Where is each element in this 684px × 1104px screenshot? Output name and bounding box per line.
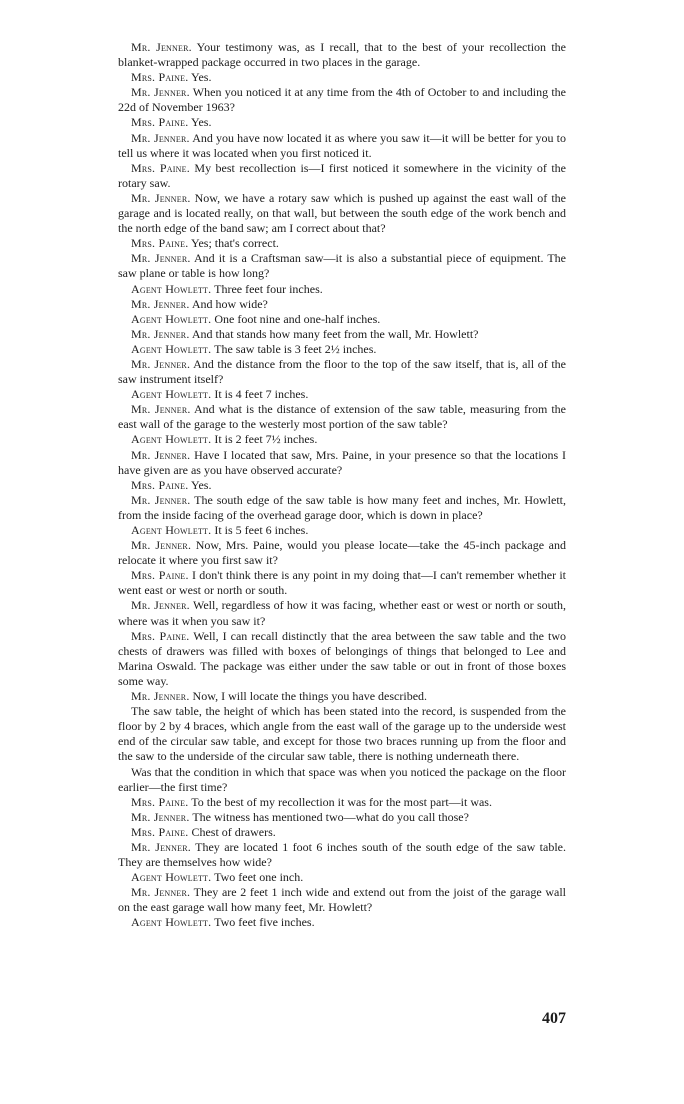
- speaker-name: Mr. Jenner.: [131, 885, 191, 900]
- statement-text: Have I located that saw, Mrs. Paine, in your presence so that the locations I have given are as you have observed accurate?: [118, 447, 567, 477]
- statement-text: Well, I can recall distinctly that the area between the saw table and the two chests of drawers was filled with boxes of belongings of things that belonged to Lee and Marina Oswald. The package was either under the saw table or out in front of those boxes some way.: [118, 628, 566, 688]
- paragraph: [118, 161, 566, 191]
- speaker-name: Mr. Jenner.: [131, 190, 191, 205]
- paragraph: [118, 282, 566, 297]
- speaker-name: Mr. Jenner.: [131, 492, 191, 507]
- statement-text: Chest of drawers.: [188, 824, 276, 839]
- speaker-name: Mrs. Paine.: [131, 794, 189, 809]
- statement-text: The south edge of the saw table is how many feet and inches, Mr. Howlett, from the inside facing of the overhead garage door, which is down in place?: [118, 492, 566, 522]
- statement-text: Now, Mrs. Paine, would you please locate—take the 45-inch package and relocate it where you first saw it?: [118, 538, 566, 568]
- statement-text: And you have now located it as where you saw it—it will be better for you to tell us where it was located when you first noticed it.: [118, 130, 566, 160]
- paragraph: [118, 795, 566, 810]
- statement-text: Now, we have a rotary saw which is pushed up against the east wall of the garage and is located really, on that wall, but between the south edge of the work bench and the north edge of the band saw; am I correct about that?: [118, 190, 566, 236]
- speaker-name: Mrs. Paine.: [131, 115, 189, 130]
- statement-text: One foot nine and one-half inches.: [211, 311, 381, 326]
- speaker-name: Agent Howlett.: [131, 341, 212, 356]
- paragraph: [118, 765, 566, 795]
- statement-text: To the best of my recollection it was for the most part—it was.: [188, 794, 492, 809]
- paragraph: [118, 387, 566, 402]
- statement-text: I don't think there is any point in my doing that—I can't remember whether it went east or west or north or south.: [118, 568, 566, 598]
- speaker-name: Agent Howlett.: [131, 387, 212, 402]
- statement-text: It is 2 feet 7½ inches.: [211, 432, 318, 447]
- speaker-name: Mrs. Paine.: [131, 70, 189, 85]
- statement-text: Yes.: [188, 115, 212, 130]
- paragraph: [118, 357, 566, 387]
- paragraph: [118, 85, 566, 115]
- statement-text: Well, regardless of how it was facing, whether east or west or north or south, where was it when you saw it?: [118, 598, 566, 628]
- testimony-text: [118, 40, 566, 931]
- paragraph: [118, 251, 566, 281]
- speaker-name: Mr. Jenner.: [131, 689, 190, 704]
- paragraph: [118, 115, 566, 130]
- statement-text: And what is the distance of extension of the saw table, measuring from the east wall of the garage to the westerly most portion of the saw table?: [118, 402, 566, 432]
- speaker-name: Mrs. Paine.: [131, 824, 189, 839]
- statement-text: My best recollection is—I first noticed it somewhere in the vicinity of the rotary saw.: [118, 160, 567, 190]
- speaker-name: Mrs. Paine.: [131, 568, 189, 583]
- statement-text: And it is a Craftsman saw—it is also a substantial piece of equipment. The saw plane or table is how long?: [118, 251, 566, 281]
- speaker-name: Mr. Jenner.: [131, 251, 191, 266]
- speaker-name: Agent Howlett.: [131, 432, 212, 447]
- statement-text: Two feet one inch.: [211, 870, 304, 885]
- paragraph: [118, 236, 566, 251]
- speaker-name: Mr. Jenner.: [131, 40, 192, 54]
- paragraph: [118, 523, 566, 538]
- statement-text: It is 4 feet 7 inches.: [211, 387, 309, 402]
- statement-text: And that stands how many feet from the wall, Mr. Howlett?: [189, 326, 479, 341]
- speaker-name: Mr. Jenner.: [131, 356, 191, 371]
- page-number: 407: [542, 1010, 566, 1027]
- paragraph: [118, 538, 566, 568]
- speaker-name: Mr. Jenner.: [131, 598, 190, 613]
- statement-text: Yes; that's correct.: [188, 236, 279, 251]
- speaker-name: Agent Howlett.: [131, 523, 212, 537]
- speaker-name: Mr. Jenner.: [131, 809, 190, 824]
- speaker-name: Mr. Jenner.: [131, 296, 190, 311]
- speaker-name: Mrs. Paine.: [131, 160, 190, 175]
- statement-text: The saw table is 3 feet 2½ inches.: [211, 341, 377, 356]
- speaker-name: Mr. Jenner.: [131, 538, 192, 553]
- paragraph: [118, 840, 566, 870]
- paragraph: [118, 191, 566, 236]
- speaker-name: Agent Howlett.: [131, 281, 212, 296]
- paragraph: [118, 598, 566, 628]
- statement-text: Three feet four inches.: [211, 281, 323, 296]
- paragraph: [118, 40, 566, 70]
- speaker-name: Mr. Jenner.: [131, 839, 191, 854]
- paragraph: [118, 131, 566, 161]
- speaker-name: Agent Howlett.: [131, 870, 212, 885]
- paragraph: [118, 478, 566, 493]
- paragraph: [118, 327, 566, 342]
- paragraph: [118, 704, 566, 764]
- statement-text: Now, I will locate the things you have described.: [189, 689, 428, 704]
- statement-text: It is 5 feet 6 inches.: [211, 523, 309, 537]
- statement-text: And how wide?: [189, 296, 268, 311]
- statement-text: Yes.: [188, 477, 212, 492]
- paragraph: [118, 915, 566, 930]
- paragraph: [118, 810, 566, 825]
- speaker-name: Mr. Jenner.: [131, 326, 190, 341]
- speaker-name: Mrs. Paine.: [131, 236, 189, 251]
- paragraph: [118, 70, 566, 85]
- paragraph: [118, 689, 566, 704]
- statement-text: The saw table, the height of which has been stated into the record, is suspended from the floor by 2 by 4 braces, which angle from the east wall of the garage up to the underside west end of the circular saw table, and except for those two braces running up from the floor and the saw to the underside of the circular saw table, there is nothing underneath there.: [118, 704, 566, 764]
- paragraph: [118, 432, 566, 447]
- paragraph: [118, 870, 566, 885]
- paragraph: [118, 402, 566, 432]
- statement-text: The witness has mentioned two—what do you call those?: [189, 809, 469, 824]
- paragraph: [118, 493, 566, 523]
- paragraph: [118, 448, 566, 478]
- statement-text: They are 2 feet 1 inch wide and extend out from the joist of the garage wall on the east garage wall how many feet, Mr. Howlett?: [118, 885, 566, 915]
- paragraph: [118, 825, 566, 840]
- speaker-name: Mrs. Paine.: [131, 628, 190, 643]
- paragraph: [118, 568, 566, 598]
- paragraph: [118, 885, 566, 915]
- statement-text: When you noticed it at any time from the 4th of October to and including the 22d of November 1963?: [118, 85, 566, 115]
- statement-text: Your testimony was, as I recall, that to the best of your recollection the blanket-wrapped package occurred in two places in the garage.: [118, 40, 566, 70]
- paragraph: [118, 342, 566, 357]
- speaker-name: Mr. Jenner.: [131, 447, 191, 462]
- speaker-name: Mr. Jenner.: [131, 402, 191, 417]
- statement-text: They are located 1 foot 6 inches south of the south edge of the saw table. They are themselves how wide?: [118, 839, 566, 870]
- speaker-name: Agent Howlett.: [131, 311, 212, 326]
- speaker-name: Agent Howlett.: [131, 915, 212, 930]
- paragraph: [118, 629, 566, 689]
- statement-text: And the distance from the floor to the top of the saw itself, that is, all of the saw instrument itself?: [118, 356, 566, 387]
- speaker-name: Mrs. Paine.: [131, 477, 189, 492]
- speaker-name: Mr. Jenner.: [131, 130, 190, 145]
- statement-text: Two feet five inches.: [211, 915, 315, 930]
- statement-text: Yes.: [188, 70, 212, 85]
- paragraph: [118, 312, 566, 327]
- paragraph: [118, 297, 566, 312]
- statement-text: Was that the condition in which that space was when you noticed the package on the floor earlier—the first time?: [118, 764, 566, 794]
- speaker-name: Mr. Jenner.: [131, 85, 190, 100]
